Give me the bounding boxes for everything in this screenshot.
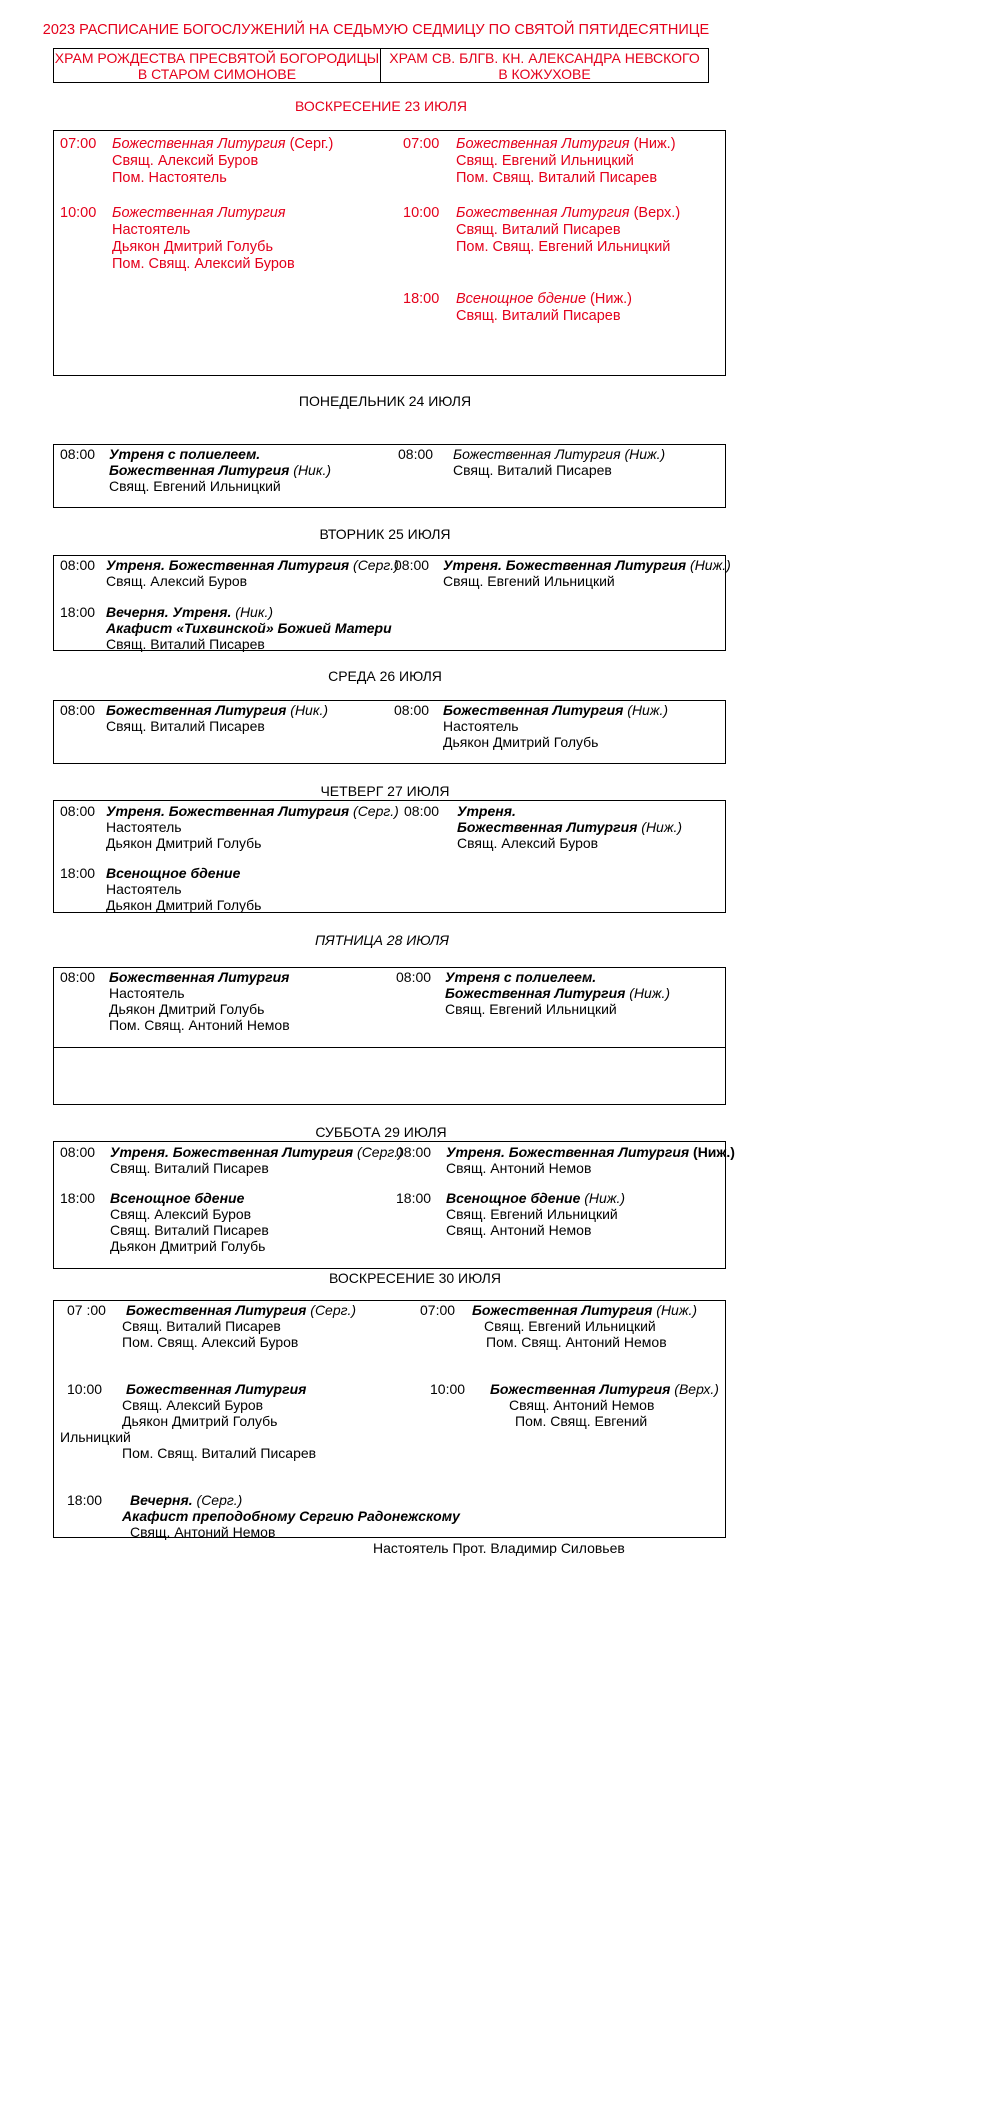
- service: [446, 1144, 735, 1160]
- clergy: Свящ. Евгений Ильницкий: [443, 573, 615, 589]
- clergy: Свящ. Виталий Писарев: [453, 462, 612, 478]
- service: [443, 702, 668, 718]
- service: [490, 1381, 719, 1397]
- location: (Серг.): [196, 1492, 243, 1508]
- day-heading-28: ПЯТНИЦА 28 ИЮЛЯ: [315, 932, 449, 948]
- service: [126, 1302, 356, 1318]
- clergy: Настоятель: [109, 985, 185, 1001]
- clergy: Свящ. Алексий Буров: [110, 1206, 252, 1222]
- page-title: 2023 РАСПИСАНИЕ БОГОСЛУЖЕНИЙ НА СЕДЬМУЮ СЕДМИЦУ ПО СВЯТОЙ ПЯТИДЕСЯТНИЦЕ: [42, 22, 710, 38]
- time: 08:00: [404, 803, 440, 819]
- clergy: Свящ. Евгений Ильницкий: [445, 1001, 617, 1017]
- location: (Серг.): [353, 803, 399, 819]
- service-name: Божественная Литургия: [490, 1381, 671, 1397]
- service-name: Божественная Литургия: [126, 1381, 307, 1397]
- time: 08:00: [394, 557, 430, 573]
- time: 10:00: [403, 205, 440, 221]
- service: [106, 604, 273, 620]
- service-name: Утреня. Божественная Литургия: [106, 803, 350, 819]
- location: (Ниж.): [584, 1190, 626, 1206]
- clergy: Настоятель: [112, 222, 191, 238]
- service-name: Утреня с полиелеем.: [109, 446, 261, 462]
- location: (Верх.): [674, 1381, 719, 1397]
- time: 07:00: [60, 136, 97, 152]
- church-right-line2: В КОЖУХОВЕ: [498, 66, 591, 82]
- service: [106, 702, 328, 718]
- service-name: Божественная Литургия: [106, 702, 287, 718]
- service: [456, 291, 632, 308]
- service: [106, 620, 392, 636]
- service: [456, 136, 676, 153]
- clergy: Дьякон Дмитрий Голубь: [112, 239, 274, 255]
- clergy: Свящ. Антоний Немов: [130, 1524, 276, 1540]
- location: (Ниж.): [656, 1302, 698, 1318]
- clergy: Дьякон Дмитрий Голубь: [109, 1001, 265, 1017]
- clergy: Настоятель: [106, 819, 182, 835]
- service: [109, 462, 331, 478]
- service: [110, 1190, 244, 1206]
- time: 08:00: [60, 702, 96, 718]
- church-left-line2: В СТАРОМ СИМОНОВЕ: [137, 66, 297, 82]
- service: [445, 985, 670, 1001]
- service-name: Всенощное бдение: [446, 1190, 581, 1206]
- time: 10:00: [430, 1381, 466, 1397]
- service: [453, 446, 665, 462]
- time: 07:00: [403, 136, 440, 152]
- clergy: Свящ. Алексий Буров: [122, 1397, 264, 1413]
- service: [457, 803, 516, 819]
- church-left-line1: ХРАМ РОЖДЕСТВА ПРЕСВЯТОЙ БОГОРОДИЦЫ: [54, 50, 380, 66]
- time: 08:00: [60, 446, 96, 462]
- location: (Ниж.): [629, 985, 671, 1001]
- day-heading-26: СРЕДА 26 ИЮЛЯ: [328, 668, 442, 684]
- service: [443, 557, 731, 573]
- time: 07:00: [420, 1302, 456, 1318]
- service-name: Божественная Литургия: [109, 969, 290, 985]
- clergy: Свящ. Антоний Немов: [509, 1397, 655, 1413]
- time: 08:00: [60, 803, 96, 819]
- service: [110, 1144, 403, 1160]
- service-name: Всенощное бдение: [106, 865, 241, 881]
- service-name: Утреня с полиелеем.: [445, 969, 597, 985]
- day-heading-27: ЧЕТВЕРГ 27 ИЮЛЯ: [320, 783, 450, 799]
- location: (Ниж.): [633, 136, 676, 152]
- day-heading-29: СУББОТА 29 ИЮЛЯ: [315, 1124, 447, 1140]
- clergy: Свящ. Евгений Ильницкий: [109, 478, 281, 494]
- service: [109, 446, 260, 462]
- time: 10:00: [67, 1381, 103, 1397]
- day-box-28-empty: [53, 1047, 726, 1105]
- location: (Ниж.): [627, 702, 669, 718]
- clergy: Свящ. Алексий Буров: [106, 573, 248, 589]
- church-right: [381, 50, 708, 82]
- service-name: Утреня. Божественная Литургия: [443, 557, 687, 573]
- location: (Серг.): [310, 1302, 357, 1318]
- service-name: Божественная Литургия: [453, 446, 621, 462]
- time: 08:00: [396, 969, 432, 985]
- service: [457, 819, 682, 835]
- service: [445, 969, 596, 985]
- location: (Ник.): [290, 702, 329, 718]
- time: 18:00: [67, 1492, 103, 1508]
- service: [112, 136, 333, 153]
- service-name: Божественная Литургия: [457, 819, 638, 835]
- service: [130, 1492, 242, 1508]
- service: [106, 557, 399, 573]
- time: 07 :00: [67, 1302, 106, 1318]
- clergy: Свящ. Виталий Писарев: [106, 636, 265, 652]
- service: [106, 865, 240, 881]
- time: 08:00: [396, 1144, 432, 1160]
- clergy: Пом. Свящ. Алексий Буров: [112, 256, 295, 272]
- service-name: Вечерня. Утреня.: [106, 604, 232, 620]
- service-name: Божественная Литургия: [445, 985, 626, 1001]
- location: (Ниж.): [624, 446, 666, 462]
- time: 08:00: [398, 446, 434, 462]
- clergy: Свящ. Алексий Буров: [112, 153, 259, 169]
- location: (Верх.): [633, 205, 681, 221]
- service: [109, 969, 289, 985]
- location: (Серг.): [357, 1144, 403, 1160]
- service-name: Утреня. Божественная Литургия: [446, 1144, 690, 1160]
- time: 10:00: [60, 205, 97, 221]
- service-name: Божественная Литургия: [109, 462, 290, 478]
- clergy: Свящ. Виталий Писарев: [456, 222, 621, 238]
- day-heading-25: ВТОРНИК 25 ИЮЛЯ: [319, 526, 451, 542]
- time: 18:00: [396, 1190, 432, 1206]
- location: (Ник.): [235, 604, 274, 620]
- clergy: Свящ. Евгений Ильницкий: [456, 153, 634, 169]
- time: 08:00: [60, 557, 96, 573]
- time: 08:00: [60, 969, 96, 985]
- clergy: Свящ. Евгений Ильницкий: [484, 1318, 656, 1334]
- service-name: Акафист преподобному Сергию Радонежскому: [122, 1508, 460, 1524]
- clergy: Свящ. Виталий Писарев: [122, 1318, 281, 1334]
- service-name: Утреня. Божественная Литургия: [106, 557, 350, 573]
- service: [456, 205, 680, 222]
- clergy: Настоятель: [106, 881, 182, 897]
- location: (Ник.): [293, 462, 332, 478]
- service-name: Утреня. Божественная Литургия: [110, 1144, 354, 1160]
- service: [446, 1190, 625, 1206]
- service: [126, 1381, 306, 1397]
- service-name: Божественная Литургия: [126, 1302, 307, 1318]
- service-name: Божественная Литургия: [472, 1302, 653, 1318]
- clergy: Свящ. Виталий Писарев: [110, 1222, 269, 1238]
- location: (Ниж.): [641, 819, 683, 835]
- clergy: Свящ. Антоний Немов: [446, 1222, 592, 1238]
- clergy-wrap: Ильницкий: [60, 1429, 131, 1445]
- service-name: Божественная Литургия: [112, 136, 286, 152]
- time: 18:00: [60, 1190, 96, 1206]
- church-right-line1: ХРАМ СВ. БЛГВ. КН. АЛЕКСАНДРА НЕВСКОГО: [389, 50, 700, 66]
- service-name: Акафист «Тихвинской» Божией Матери: [106, 620, 392, 636]
- service-name: Божественная Литургия: [456, 205, 630, 221]
- footer-signature: Настоятель Прот. Владимир Силовьев: [373, 1540, 625, 1556]
- clergy: Пом. Свящ. Виталий Писарев: [122, 1445, 317, 1461]
- time: 18:00: [403, 291, 440, 307]
- clergy: Пом. Свящ. Виталий Писарев: [456, 170, 658, 186]
- location: (Ниж.): [693, 1144, 735, 1160]
- clergy: Дьякон Дмитрий Голубь: [106, 835, 262, 851]
- location: (Серг.): [353, 557, 399, 573]
- service-name: Вечерня.: [130, 1492, 193, 1508]
- service-name: Божественная Литургия: [112, 205, 286, 221]
- location: (Ниж.): [690, 557, 731, 573]
- clergy: Дьякон Дмитрий Голубь: [110, 1238, 266, 1254]
- service: [112, 205, 286, 222]
- service-name: Божественная Литургия: [443, 702, 624, 718]
- clergy: Пом. Свящ. Евгений: [515, 1413, 648, 1429]
- clergy: Пом. Свящ. Антоний Немов: [109, 1017, 290, 1033]
- clergy: Пом. Свящ. Алексий Буров: [122, 1334, 299, 1350]
- service-name: Божественная Литургия: [456, 136, 630, 152]
- clergy: Свящ. Алексий Буров: [457, 835, 599, 851]
- time: 08:00: [60, 1144, 96, 1160]
- service: [122, 1508, 460, 1524]
- clergy: Свящ. Виталий Писарев: [456, 308, 621, 324]
- clergy: Свящ. Антоний Немов: [446, 1160, 592, 1176]
- service: [472, 1302, 697, 1318]
- service-name: Утреня.: [457, 803, 516, 819]
- clergy: Дьякон Дмитрий Голубь: [106, 897, 262, 913]
- clergy: Дьякон Дмитрий Голубь: [443, 734, 599, 750]
- location: (Ниж.): [590, 291, 633, 307]
- clergy: Пом. Свящ. Антоний Немов: [486, 1334, 667, 1350]
- clergy: Настоятель: [443, 718, 519, 734]
- time: 18:00: [60, 604, 96, 620]
- service-name: Всенощное бдение: [110, 1190, 245, 1206]
- day-heading-30: ВОСКРЕСЕНИЕ 30 ИЮЛЯ: [329, 1270, 501, 1286]
- church-left: [54, 50, 380, 82]
- clergy: Пом. Настоятель: [112, 170, 227, 186]
- day-heading-24: ПОНЕДЕЛЬНИК 24 ИЮЛЯ: [298, 393, 472, 409]
- service-name: Всенощное бдение: [456, 291, 587, 307]
- clergy: Пом. Свящ. Евгений Ильницкий: [456, 239, 671, 255]
- clergy: Свящ. Виталий Писарев: [110, 1160, 269, 1176]
- time: 18:00: [60, 865, 96, 881]
- clergy: Свящ. Евгений Ильницкий: [446, 1206, 618, 1222]
- day-heading-23: ВОСКРЕСЕНИЕ 23 ИЮЛЯ: [295, 98, 467, 114]
- service: [106, 803, 399, 819]
- clergy: Дьякон Дмитрий Голубь: [122, 1413, 278, 1429]
- clergy: Свящ. Виталий Писарев: [106, 718, 265, 734]
- time: 08:00: [394, 702, 430, 718]
- location: (Серг.): [289, 136, 334, 152]
